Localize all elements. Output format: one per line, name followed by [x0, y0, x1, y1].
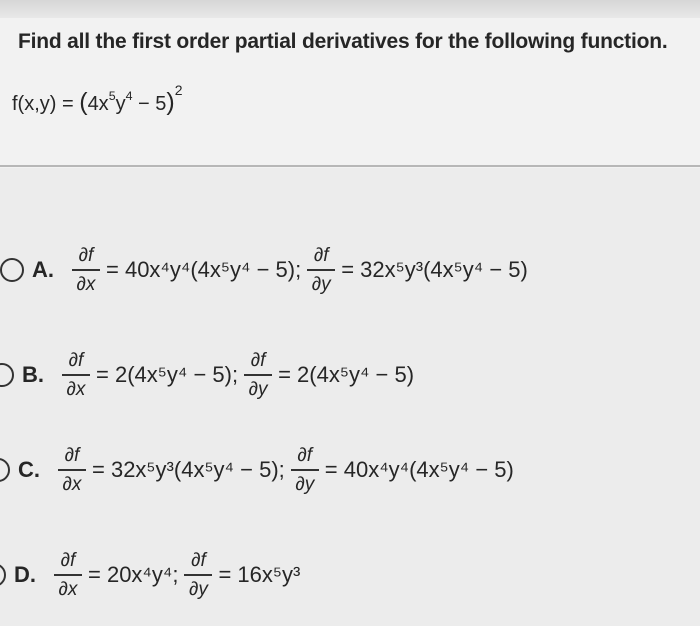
partial-y-fraction	[184, 551, 212, 599]
top-band	[0, 0, 700, 18]
frac-denominator: ∂y	[295, 474, 315, 495]
frac-numerator: ∂f	[68, 350, 84, 371]
frac-denominator: ∂x	[62, 474, 82, 495]
frac-numerator: ∂f	[191, 550, 206, 571]
frac-denominator: ∂x	[76, 274, 96, 295]
partial-x-fraction	[62, 351, 90, 399]
frac-denominator: ∂x	[66, 379, 86, 400]
option-letter: B.	[22, 362, 44, 387]
partial-x-expression: = 2(4x⁵y⁴ − 5);	[96, 362, 239, 387]
radio-c[interactable]	[0, 458, 10, 482]
partial-y-expression: = 16x⁵y³	[218, 562, 301, 587]
partial-x-fraction	[58, 446, 86, 494]
option-letter: D.	[14, 562, 36, 587]
partial-y-fraction	[244, 351, 272, 399]
partial-x-fraction	[72, 246, 100, 294]
question-title: Find all the first order partial derivatives for the following function.	[18, 30, 668, 53]
option-d[interactable]	[0, 535, 682, 615]
divider	[0, 165, 700, 167]
outer-exponent: 2	[174, 81, 183, 98]
partial-y-fraction	[291, 446, 319, 494]
partial-y-expression: = 40x⁴y⁴(4x⁵y⁴ − 5)	[324, 457, 514, 482]
option-a[interactable]	[0, 230, 700, 310]
frac-numerator: ∂f	[313, 245, 329, 266]
partial-y-expression: = 2(4x⁵y⁴ − 5)	[278, 362, 415, 387]
partial-y-fraction	[307, 246, 335, 294]
frac-denominator: ∂y	[248, 379, 268, 400]
frac-numerator: ∂f	[64, 445, 80, 466]
frac-numerator: ∂f	[60, 550, 76, 571]
frac-denominator: ∂y	[189, 579, 208, 600]
option-letter: C.	[18, 457, 40, 482]
partial-x-expression: = 20x⁴y⁴;	[88, 562, 179, 587]
partial-x-expression: = 40x⁴y⁴(4x⁵y⁴ − 5);	[106, 257, 302, 282]
option-letter: A.	[32, 257, 54, 282]
option-b[interactable]	[0, 335, 690, 415]
partial-x-fraction	[54, 551, 82, 599]
partial-x-expression: = 32x⁵y³(4x⁵y⁴ − 5);	[92, 457, 285, 482]
frac-denominator: ∂x	[58, 579, 78, 600]
frac-denominator: ∂y	[311, 274, 331, 295]
function-lhs: f(x,y) =	[12, 93, 74, 115]
option-c[interactable]	[0, 430, 686, 510]
frac-numerator: ∂f	[297, 445, 313, 466]
radio-a[interactable]	[0, 258, 24, 282]
radio-b[interactable]	[0, 363, 14, 387]
radio-d[interactable]	[0, 563, 6, 587]
partial-y-expression: = 32x⁵y³(4x⁵y⁴ − 5)	[341, 257, 528, 282]
frac-numerator: ∂f	[250, 350, 266, 371]
frac-numerator: ∂f	[78, 245, 94, 266]
function-definition: $f(x,y) = (4x^5y^4 - 5)^2$	[12, 81, 183, 116]
